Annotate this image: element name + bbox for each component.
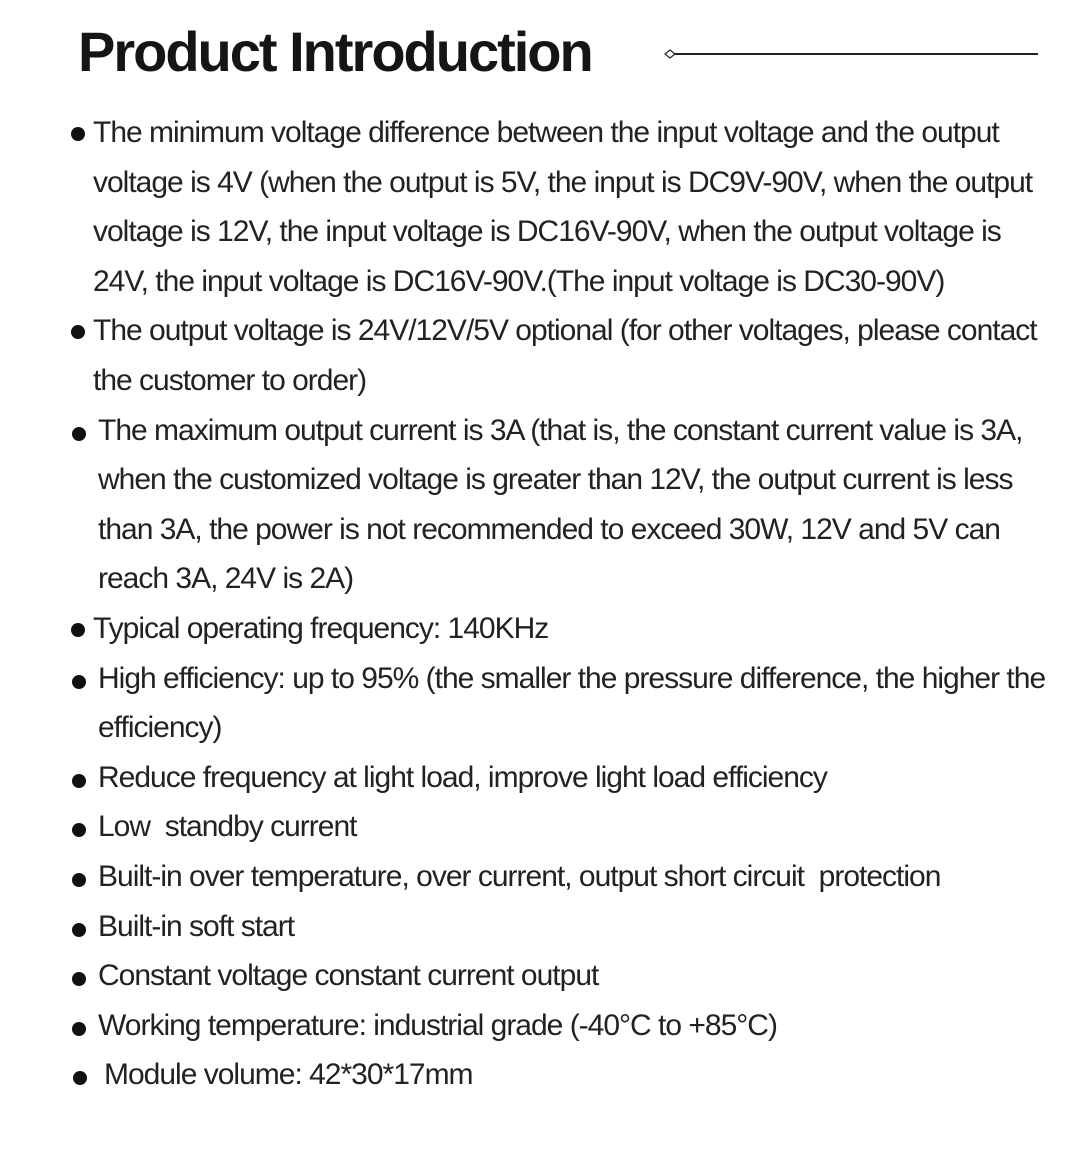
bullet-dot-icon bbox=[72, 1022, 86, 1036]
feature-item-output-current bbox=[0, 406, 1053, 604]
feature-item-module-volume bbox=[0, 1050, 1054, 1100]
feature-item-soft-start bbox=[0, 902, 1053, 952]
feature-text: Module volume: 42*30*17mm bbox=[104, 1058, 473, 1092]
feature-text: Built-in soft start bbox=[98, 909, 295, 943]
feature-text: The output voltage is 24V/12V/5V optional (for other voltages, please contact the customer to order) bbox=[93, 314, 1037, 397]
bullet-dot-icon bbox=[72, 873, 86, 887]
bullet-dot-icon bbox=[72, 427, 86, 441]
bullet-dot-icon bbox=[72, 823, 86, 837]
bullet-dot-icon bbox=[72, 675, 86, 689]
bullet-dot-icon bbox=[73, 1071, 87, 1085]
feature-item-voltage-difference bbox=[0, 108, 1053, 306]
bullet-dot-icon bbox=[72, 774, 86, 788]
bullet-dot-icon bbox=[71, 127, 85, 141]
feature-item-efficiency bbox=[0, 654, 1053, 753]
feature-item-standby-current bbox=[0, 802, 1053, 852]
feature-text: Low standby current bbox=[98, 810, 357, 844]
section-header bbox=[78, 14, 1038, 94]
feature-text: The minimum voltage difference between the input voltage and the output voltage is 4V (when the output is 5V, the input is DC9V-90V, when the output voltage is 12V, the input voltage is DC16V-90V, when the output voltage is 24V, the input voltage is DC16V-90V.(The input voltage is DC30-90V) bbox=[93, 116, 1033, 298]
section-title: Product Introduction bbox=[78, 20, 592, 83]
feature-item-cv-cc-output bbox=[0, 951, 1053, 1001]
feature-text: Built-in over temperature, over current, output short circuit protection bbox=[98, 859, 941, 893]
feature-text: Typical operating frequency: 140KHz bbox=[93, 611, 549, 645]
feature-item-working-temperature bbox=[0, 1001, 1053, 1051]
feature-text: Constant voltage constant current output bbox=[98, 959, 599, 993]
feature-item-light-load bbox=[0, 753, 1053, 803]
feature-item-frequency bbox=[0, 604, 1053, 654]
feature-text: The maximum output current is 3A (that is, the constant current value is 3A, when the customized voltage is greater than 12V, the output current is less than 3A, the power is not recommended to exceed 30W, 12V and 5V can reach 3A, 24V is 2A) bbox=[98, 413, 1023, 596]
feature-item-protection bbox=[0, 852, 1053, 902]
feature-list bbox=[0, 108, 1080, 1100]
title-divider-line bbox=[663, 47, 1038, 61]
bullet-dot-icon bbox=[72, 972, 86, 986]
feature-text: High efficiency: up to 95% (the smaller the pressure difference, the higher the efficiency) bbox=[98, 661, 1046, 745]
feature-item-output-voltage bbox=[0, 306, 1053, 405]
bullet-dot-icon bbox=[71, 623, 85, 637]
feature-text: Reduce frequency at light load, improve light load efficiency bbox=[98, 760, 827, 794]
diamond-icon bbox=[665, 50, 675, 58]
bullet-dot-icon bbox=[71, 325, 85, 339]
bullet-dot-icon bbox=[72, 923, 86, 937]
feature-text: Working temperature: industrial grade (-40°C to +85°C) bbox=[98, 1008, 777, 1042]
